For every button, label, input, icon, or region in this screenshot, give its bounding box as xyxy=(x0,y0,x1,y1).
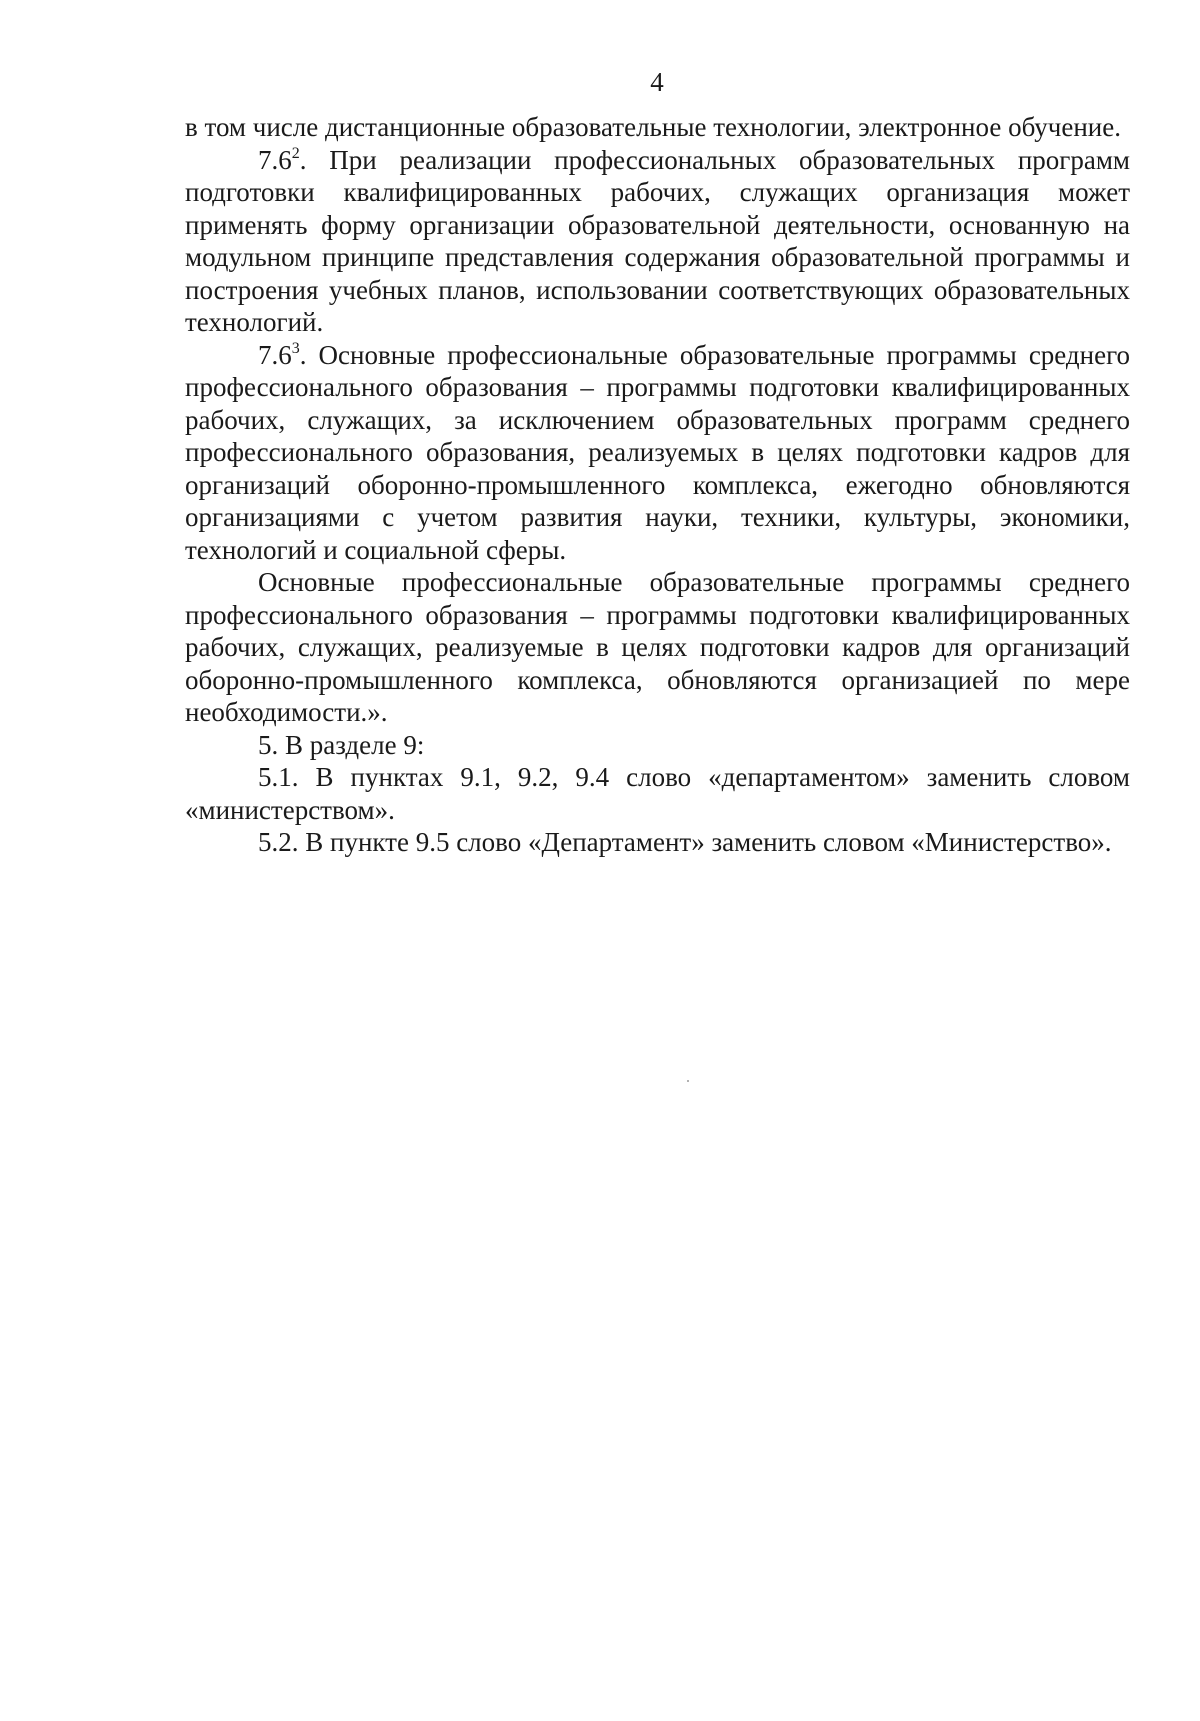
paragraph-text: 5. В разделе 9: xyxy=(258,729,425,760)
scan-speck xyxy=(687,1080,689,1082)
paragraph-7-6-2 xyxy=(185,144,1130,339)
clause-number: 7.6 xyxy=(258,339,292,370)
clause-number: 7.6 xyxy=(258,144,292,175)
paragraph-text: 5.2. В пункте 9.5 слово «Департамент» заменить словом «Министерство». xyxy=(258,827,1112,857)
page-number: 4 xyxy=(650,67,664,97)
paragraph-text: Основные профессиональные образовательные программы среднего профессионального образования – программы подготовки квалифицированных рабочих, служащих, реализуемые в целях подготовки кадров для организаций оборонно-промышленного комплекса, обновляются организацией по мере необходимости.». xyxy=(185,567,1130,727)
paragraph-text: 5.1. В пунктах 9.1, 9.2, 9.4 слово «департаментом» заменить словом «министерством». xyxy=(185,762,1130,825)
paragraph-text: в том числе дистанционные образовательные технологии, электронное обучение. xyxy=(185,112,1121,142)
clause-superscript: 3 xyxy=(291,339,300,357)
clause-superscript: 2 xyxy=(291,144,300,162)
paragraph-section-9 xyxy=(185,729,1130,762)
paragraph-continuation xyxy=(185,111,1130,144)
document-body xyxy=(185,111,1130,859)
paragraph-text: . При реализации профессиональных образовательных программ подготовки квалифицированных рабочих, служащих организация может применять форму организации образовательной деятельности, основанную на модульном принципе представления содержания образовательной программы и построения учебных планов, использовании соответствующих образовательных технологий. xyxy=(185,144,1130,337)
paragraph-5-1 xyxy=(185,761,1130,826)
paragraph-5-2 xyxy=(185,826,1130,859)
paragraph-text: . Основные профессиональные образовательные программы среднего профессионального образования – программы подготовки квалифицированных рабочих, служащих, за исключением образовательных программ среднего профессионального образования, реализуемых в целях подготовки кадров для организаций оборонно-промышленного комплекса, ежегодно обновляются организациями с учетом развития науки, техники, культуры, экономики, технологий и социальной сферы. xyxy=(185,339,1130,565)
paragraph-7-6-3 xyxy=(185,339,1130,567)
paragraph-defense-programs xyxy=(185,566,1130,729)
